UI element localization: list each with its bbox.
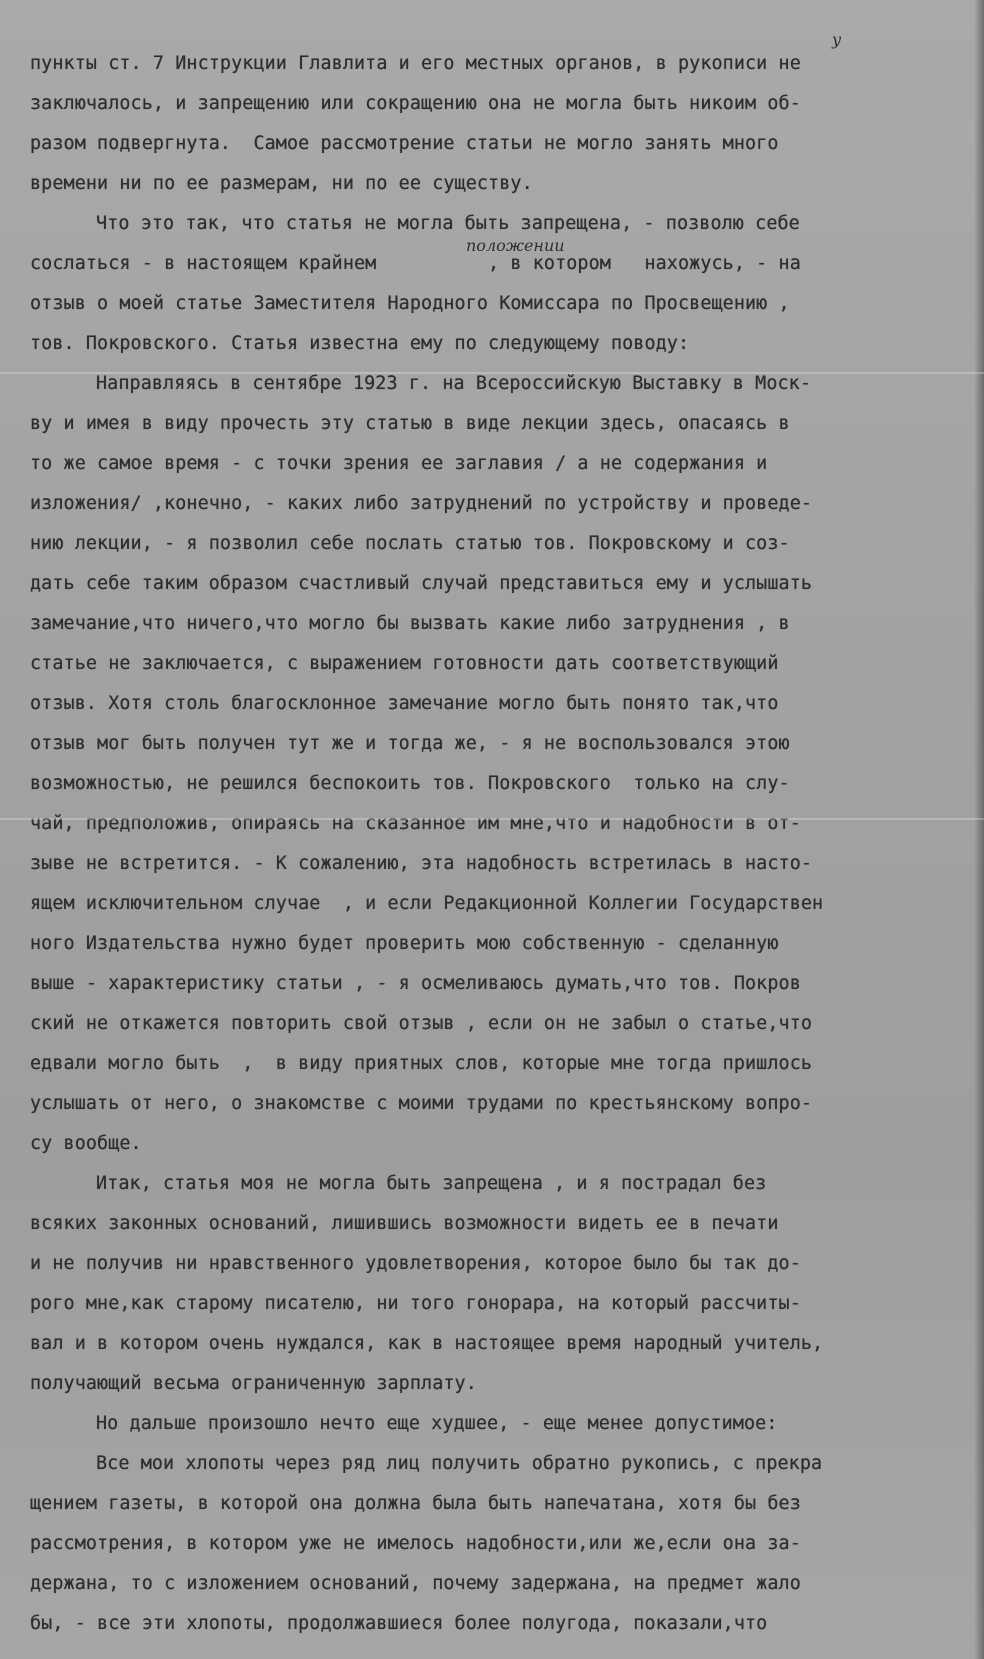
text-line: всяких законных оснований, лишившись возможности видеть ее в печати	[30, 1213, 779, 1234]
text-line: возможностью, не решился беспокоить тов. Покровского только на слу-	[30, 773, 790, 794]
text-line: Направляясь в сентябре 1923 г. на Всероссийскую Выставку в Моск-	[96, 373, 812, 394]
text-line: су вообще.	[30, 1133, 142, 1154]
text-line: отзыв о моей статье Заместителя Народного Комиссара по Просвещению ,	[30, 293, 790, 314]
text-line: выше - характеристику статьи , - я осмеливаюсь думать,что тов. Покров	[30, 973, 801, 994]
text-line: замечание,что ничего,что могло бы вызвать какие либо затруднения , в	[30, 613, 790, 634]
text-line: чай, предположив, опираясь на сказанное им мне,что и надобности в от-	[30, 813, 801, 834]
text-line: ский не откажется повторить свой отзыв , если он не забыл о статье,что	[30, 1013, 813, 1034]
text-line: отзыв мог быть получен тут же и тогда же, - я не воспользовался этою	[30, 733, 790, 754]
paper-fold-line	[0, 372, 984, 374]
text-line: рассмотрения, в котором уже не имелось надобности,или же,если она за-	[30, 1533, 801, 1554]
text-line: зыве не встретится. - К сожалению, эта надобность встретилась в насто-	[30, 853, 813, 874]
text-line: Все мои хлопоты через ряд лиц получить обратно рукопись, с прекра	[96, 1453, 823, 1474]
text-line: щением газеты, в которой она должна была быть напечатана, хотя бы без	[30, 1493, 801, 1514]
text-line: сослаться - в настоящем крайнем , в котором нахожусь, - на	[30, 253, 801, 274]
text-line: услышать от него, о знакомстве с моими трудами по крестьянскому вопро-	[30, 1093, 813, 1114]
text-line: бы, - все эти хлопоты, продолжавшиеся более полугода, показали,что	[30, 1613, 768, 1634]
text-line: тов. Покровского. Статья известна ему по следующему поводу:	[30, 333, 690, 354]
text-line: разом подвергнута. Самое рассмотрение статьи не могло занять много	[30, 133, 779, 154]
text-line: Что это так, что статья не могла быть запрещена, - позволю себе	[96, 213, 800, 234]
margin-note: у	[832, 30, 842, 49]
paper-fold-line	[0, 818, 984, 820]
text-line: статье не заключается, с выражением готовности дать соответствующий	[30, 653, 779, 674]
letter-body	[30, 44, 948, 1644]
text-line: Но дальше произошло нечто еще худшее, - еще менее допустимое:	[96, 1413, 778, 1434]
interlinear-correction: положении	[466, 236, 565, 255]
text-line: пункты ст. 7 Инструкции Главлита и его местных органов, в рукописи не	[30, 53, 801, 74]
text-line: ящем исключительном случае , и если Редакционной Коллегии Государствен	[30, 893, 824, 914]
text-line: едвали могло быть , в виду приятных слов, которые мне тогда пришлось	[30, 1053, 813, 1074]
paragraph	[30, 1164, 948, 1404]
text-line: и не получив ни нравственного удовлетворения, которое было бы так до-	[30, 1253, 801, 1274]
paragraph	[30, 1444, 948, 1644]
text-line: дать себе таким образом счастливый случай представиться ему и услышать	[30, 573, 813, 594]
text-line: изложения/ ,конечно, - каких либо затруднений по устройству и проведе-	[30, 493, 813, 514]
text-line: ву и имея в виду прочесть эту статью в виде лекции здесь, опасаясь в	[30, 413, 790, 434]
text-line: то же самое время - с точки зрения ее заглавия / а не содержания и	[30, 453, 768, 474]
text-line: держана, то с изложением оснований, почему задержана, на предмет жало	[30, 1573, 801, 1594]
text-line: отзыв. Хотя столь благосклонное замечание могло быть понято так,что	[30, 693, 779, 714]
text-line: ного Издательства нужно будет проверить мою собственную - сделанную	[30, 933, 779, 954]
text-line: рого мне,как старому писателю, ни того гонорара, на который рассчиты-	[30, 1293, 801, 1314]
text-line: заключалось, и запрещению или сокращению она не могла быть никоим об-	[30, 93, 801, 114]
paragraph	[30, 1404, 948, 1444]
paragraph	[30, 204, 948, 364]
text-line: получающий весьма ограниченную зарплату.	[30, 1373, 477, 1394]
text-line: Итак, статья моя не могла быть запрещена , и я пострадал без	[96, 1173, 767, 1194]
text-line: нию лекции, - я позволил себе послать статью тов. Покровскому и соз-	[30, 533, 790, 554]
text-line: вал и в котором очень нуждался, как в настоящее время народный учитель,	[30, 1333, 824, 1354]
text-line: времени ни по ее размерам, ни по ее существу.	[30, 173, 533, 194]
page-edge-shadow	[974, 0, 984, 1659]
paragraph	[30, 364, 948, 1164]
paragraph	[30, 44, 948, 204]
